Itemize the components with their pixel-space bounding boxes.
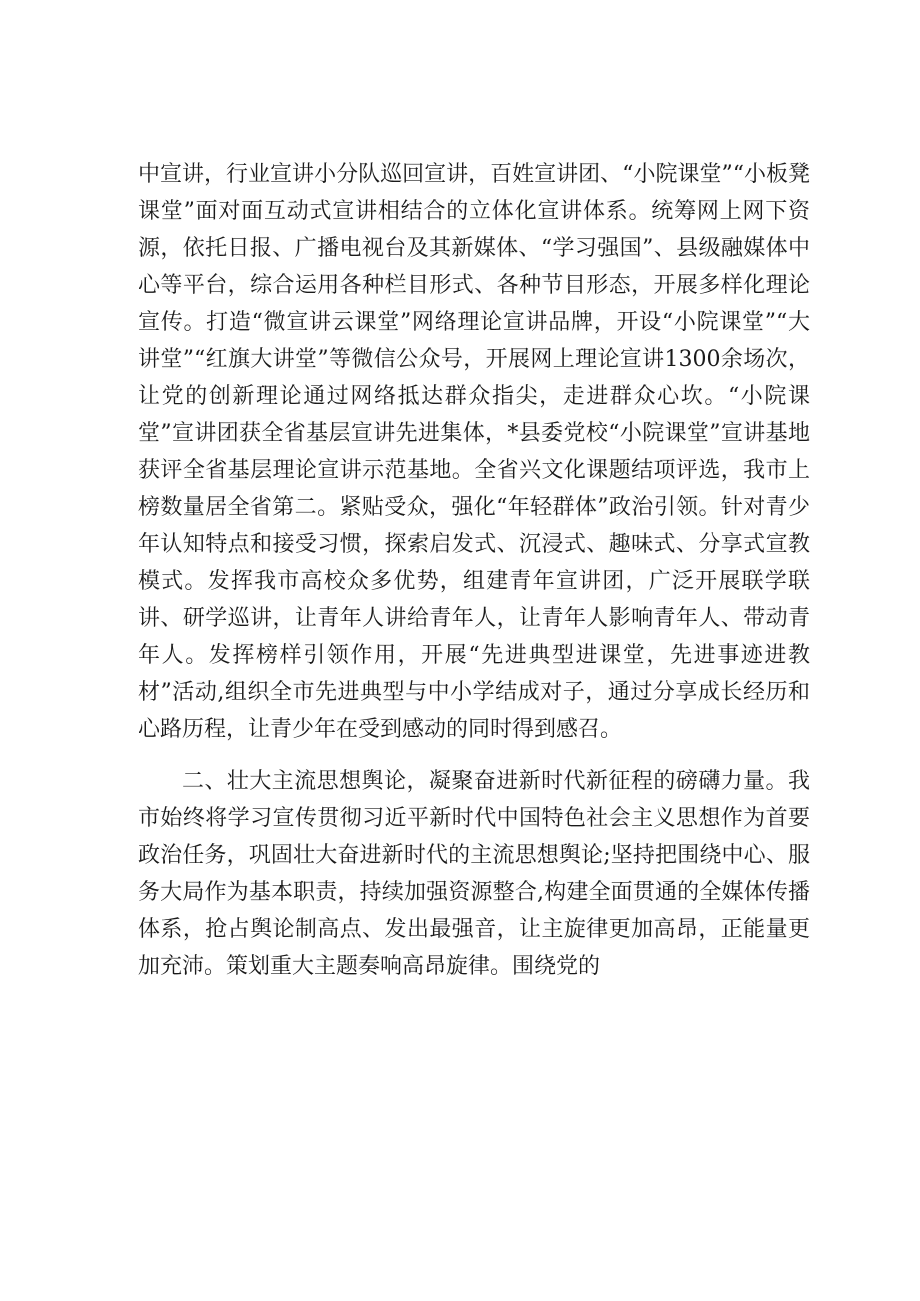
paragraph-continued: 中宣讲，行业宣讲小分队巡回宣讲，百姓宣讲团、“小院课堂”“小板凳课堂”面对面互动式宣讲相结合的立体化宣讲体系。统筹网上网下资源，依托日报、广播电视台及其新媒体、“学习强国”、县级融媒体中心等平台，综合运用各种栏目形式、各种节目形态，开展多样化理论宣传。打造“微宣讲云课堂”网络理论宣讲品牌，开设“小院课堂”“大讲堂”“红旗大讲堂”等微信公众号，开展网上理论宣讲1300余场次，让党的创新理论通过网络抵达群众指尖，走进群众心坎。“小院课堂”宣讲团获全省基层宣讲先进集体，*县委党校“小院课堂”宣讲基地获评全省基层理论宣讲示范基地。全省兴文化课题结项评选，我市上榜数量居全省第二。紧贴受众，强化“年轻群体”政治引领。针对青少年认知特点和接受习惯，探索启发式、沉浸式、趣味式、分享式宣教模式。发挥我市高校众多优势，组建青年宣讲团，广泛开展联学联讲、研学巡讲，让青年人讲给青年人，让青年人影响青年人、带动青年人。发挥榜样引领作用，开展“先进典型进课堂，先进事迹进教材”活动,组织全市先进典型与中小学结成对子，通过分享成长经历和心路历程，让青少年在受到感动的同时得到感召。: [138, 162, 810, 742]
paragraph-spacer: [138, 748, 810, 763]
paragraph-section-two: 二、壮大主流思想舆论，凝聚奋进新时代新征程的磅礴力量。我市始终将学习宣传贯彻习近平新时代中国特色社会主义思想作为首要政治任务，巩固壮大奋进新时代的主流思想舆论;坚持把围绕中心、服务大局作为基本职责，持续加强资源整合,构建全面贯通的全媒体传播体系，抢占舆论制高点、发出最强音，让主旋律更加高昂，正能量更加充沛。策划重大主题奏响高昂旋律。围绕党的: [138, 769, 810, 979]
document-body: [138, 156, 810, 985]
